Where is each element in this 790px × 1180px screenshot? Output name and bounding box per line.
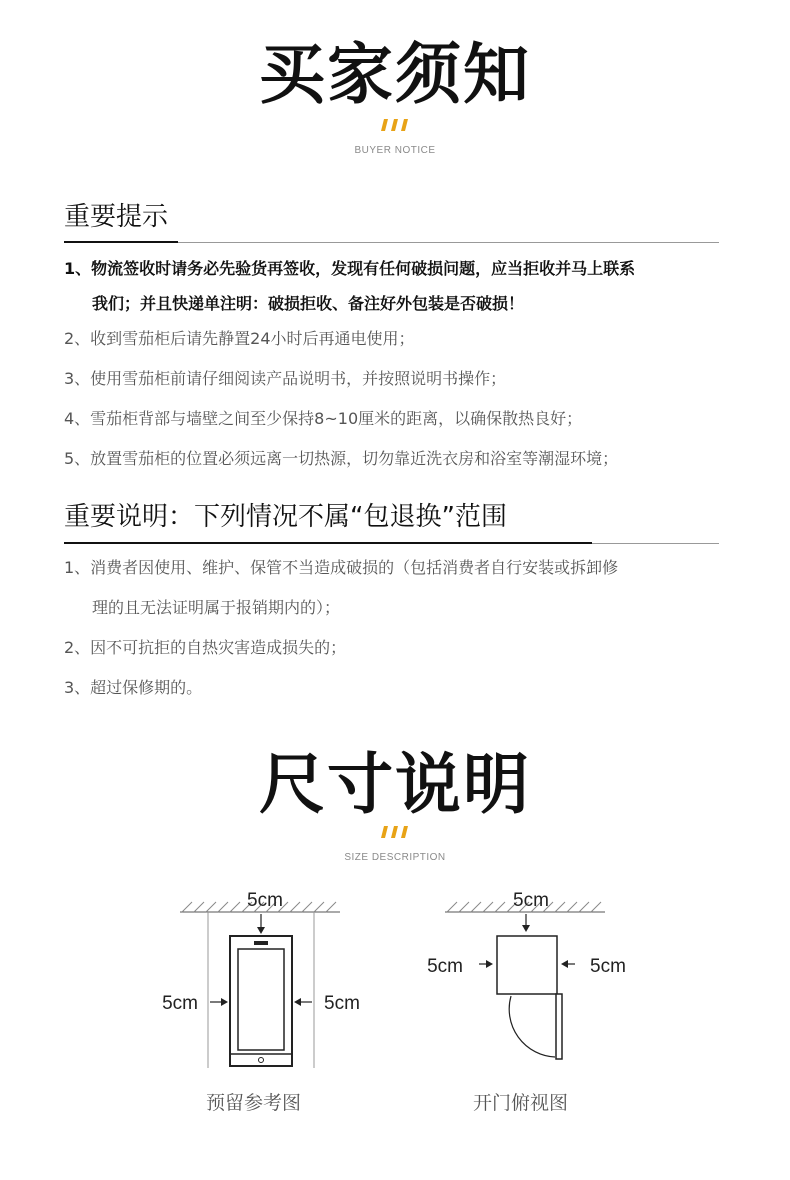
left-gap-label: 5cm (162, 993, 198, 1014)
top-gap-label: 5cm (247, 890, 283, 911)
list-item: 3、使用雪茄柜前请仔细阅读产品说明书，并按照说明书操作； (64, 369, 507, 388)
accent-slashes-icon (0, 118, 790, 132)
left-gap-label: 5cm (427, 956, 463, 977)
list-item: 1、消费者因使用、维护、保管不当造成破损的（包括消费者自行安装或拆卸修 (64, 558, 619, 577)
list-item: 5、放置雪茄柜的位置必须远离一切热源，切勿靠近洗衣房和浴室等潮湿环境； (64, 449, 619, 468)
list-item: 3、超过保修期的。 (64, 678, 203, 697)
notice-title: 买家须知 (259, 36, 531, 113)
door-open-top-view-diagram (405, 882, 645, 1077)
section-heading-exclusions: 重要说明：下列情况不属“包退换”范围 (64, 502, 507, 532)
notice-subtitle: BUYER NOTICE (354, 145, 436, 156)
list-item: 理的且无法证明属于报销期内的）； (92, 598, 341, 617)
size-subtitle: SIZE DESCRIPTION (344, 852, 446, 863)
figure-caption-reference: 预留参考图 (206, 1092, 302, 1114)
list-item: 1、物流签收时请务必先验货再签收，发现有任何破损问题，应当拒收并马上联系 (64, 259, 636, 278)
section-heading-important-tips: 重要提示 (64, 202, 169, 232)
right-gap-label: 5cm (590, 956, 626, 977)
top-gap-label: 5cm (513, 890, 549, 911)
list-item: 2、因不可抗拒的自热灾害造成损失的； (64, 638, 347, 657)
figure-caption-top-view: 开门俯视图 (473, 1092, 569, 1114)
list-item: 我们；并且快递单注明：破损拒收、备注好外包装是否破损！ (92, 294, 525, 313)
accent-slashes-icon (0, 825, 790, 839)
right-gap-label: 5cm (324, 993, 360, 1014)
heading-underline (64, 241, 178, 243)
list-item: 2、收到雪茄柜后请先静置24小时后再通电使用； (64, 329, 415, 348)
clearance-reference-diagram (140, 882, 380, 1077)
heading-underline (64, 542, 592, 544)
list-item: 4、雪茄柜背部与墙壁之间至少保持8~10厘米的距离，以确保散热良好； (64, 409, 583, 428)
size-title: 尺寸说明 (259, 746, 531, 823)
